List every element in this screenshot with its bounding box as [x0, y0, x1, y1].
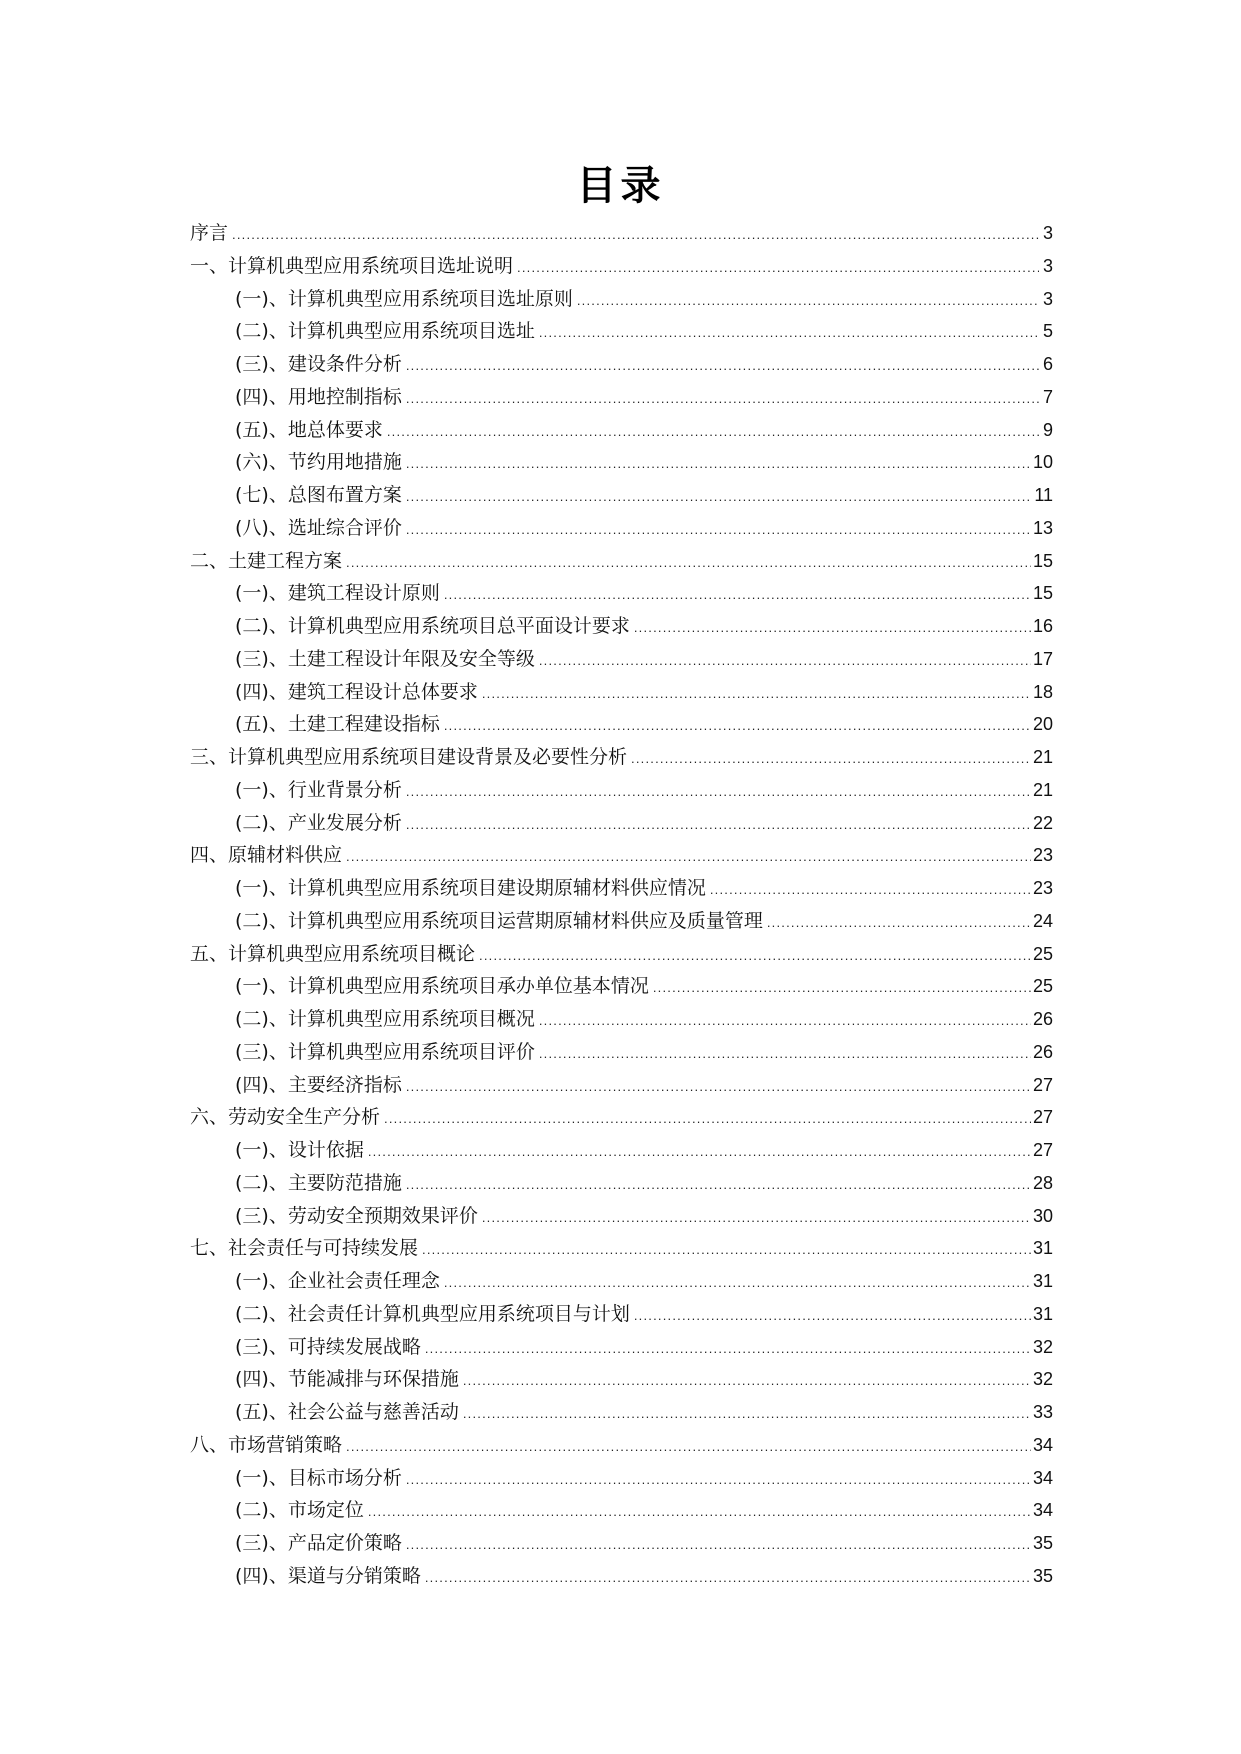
toc-page-number: 20: [1032, 714, 1053, 735]
toc-page-number: 21: [1032, 779, 1053, 800]
toc-dot-leader: [406, 481, 1032, 513]
toc-entry-label: (二)、市场定位: [235, 1499, 364, 1522]
toc-subsection-entry[interactable]: [190, 446, 1053, 479]
toc-dot-leader: [444, 710, 1031, 742]
toc-subsection-entry[interactable]: [190, 610, 1053, 643]
toc-page-number: 23: [1032, 878, 1053, 898]
toc-entry-label: (二)、计算机典型应用系统项目选址: [235, 320, 535, 343]
toc-subsection-entry[interactable]: [190, 1494, 1053, 1527]
toc-section-entry[interactable]: [190, 741, 1053, 774]
toc-subsection-entry[interactable]: [190, 1003, 1053, 1036]
toc-subsection-entry[interactable]: [190, 1363, 1053, 1396]
toc-dot-leader: [368, 1136, 1031, 1168]
toc-subsection-entry[interactable]: [190, 1462, 1053, 1495]
toc-entry-label: (二)、主要防范措施: [235, 1171, 402, 1194]
toc-dot-leader: [482, 678, 1031, 710]
toc-page-number: 27: [1032, 1140, 1053, 1160]
toc-subsection-entry[interactable]: [190, 1265, 1053, 1298]
toc-dot-leader: [444, 579, 1031, 611]
toc-subsection-entry[interactable]: [190, 1298, 1053, 1331]
toc-subsection-entry[interactable]: [190, 1527, 1053, 1560]
toc-entry-label: (六)、节约用地措施: [235, 451, 402, 474]
toc-dot-leader: [767, 907, 1031, 939]
toc-page-number: 13: [1032, 517, 1053, 538]
toc-entry-label: (二)、计算机典型应用系统项目总平面设计要求: [235, 615, 630, 637]
toc-dot-leader: [539, 1038, 1031, 1070]
toc-page-number: 24: [1032, 910, 1053, 931]
toc-page-number: 32: [1032, 1369, 1053, 1390]
toc-dot-leader: [479, 940, 1031, 972]
toc-entry-label: (二)、产业发展分析: [235, 811, 402, 834]
toc-subsection-entry[interactable]: [190, 1200, 1053, 1233]
toc-page-number: 3: [1042, 255, 1053, 276]
toc-subsection-entry[interactable]: [190, 1036, 1053, 1069]
toc-subsection-entry[interactable]: [190, 577, 1053, 610]
toc-entry-label: (二)、社会责任计算机典型应用系统项目与计划: [235, 1302, 630, 1325]
toc-page-number: 7: [1042, 386, 1053, 407]
toc-subsection-entry[interactable]: [190, 479, 1053, 512]
toc-dot-leader: [346, 841, 1031, 873]
toc-entry-label: (一)、目标市场分析: [235, 1466, 402, 1489]
toc-entry-label: 六、劳动安全生产分析: [190, 1106, 381, 1129]
toc-entry-label: 一、计算机典型应用系统项目选址说明: [190, 254, 514, 277]
toc-subsection-entry[interactable]: [190, 676, 1053, 709]
toc-entry-label: (八)、选址综合评价: [235, 516, 402, 539]
toc-dot-leader: [406, 776, 1031, 808]
toc-entry-label: (三)、可持续发展战略: [235, 1335, 421, 1358]
toc-dot-leader: [634, 1300, 1031, 1332]
toc-section-entry[interactable]: [190, 250, 1053, 283]
toc-page-number: 28: [1032, 1172, 1053, 1193]
toc-subsection-entry[interactable]: [190, 1560, 1053, 1593]
toc-page-number: 31: [1032, 1303, 1053, 1324]
toc-page-number: 10: [1032, 452, 1053, 473]
toc-entry-label: (五)、社会公益与慈善活动: [235, 1401, 459, 1423]
toc-section-entry[interactable]: [190, 1232, 1053, 1265]
toc-dot-leader: [384, 1103, 1031, 1135]
toc-dot-leader: [710, 874, 1031, 906]
toc-page-number: 34: [1032, 1467, 1053, 1488]
toc-page-number: 27: [1032, 1107, 1053, 1128]
toc-page-number: 5: [1042, 321, 1053, 342]
toc-page-number: 32: [1032, 1336, 1053, 1357]
toc-subsection-entry[interactable]: [190, 414, 1053, 447]
toc-section-entry[interactable]: [190, 545, 1053, 578]
toc-subsection-entry[interactable]: [190, 1396, 1053, 1429]
toc-subsection-entry[interactable]: [190, 1069, 1053, 1102]
toc-entry-label: (一)、行业背景分析: [235, 778, 402, 801]
toc-entry-label: (四)、渠道与分销策略: [235, 1564, 421, 1587]
toc-entry-label: (四)、主要经济指标: [235, 1073, 402, 1096]
toc-entry-label: (一)、计算机典型应用系统项目承办单位基本情况: [235, 975, 649, 998]
toc-dot-leader: [444, 1267, 1031, 1299]
toc-subsection-entry[interactable]: [190, 512, 1053, 545]
toc-section-entry[interactable]: [190, 839, 1053, 872]
toc-page-number: 11: [1034, 485, 1053, 505]
toc-subsection-entry[interactable]: [190, 643, 1053, 676]
toc-entry-label: (三)、计算机典型应用系统项目评价: [235, 1040, 535, 1063]
toc-subsection-entry[interactable]: [190, 807, 1053, 840]
toc-page-number: 33: [1032, 1402, 1053, 1422]
toc-dot-leader: [539, 317, 1039, 349]
toc-subsection-entry[interactable]: [190, 1167, 1053, 1200]
toc-entry-label: 七、社会责任与可持续发展: [190, 1237, 419, 1260]
toc-entry-label: (二)、计算机典型应用系统项目运营期原辅材料供应及质量管理: [235, 909, 763, 932]
toc-dot-leader: [406, 350, 1039, 382]
toc-subsection-entry[interactable]: [190, 315, 1053, 348]
toc-dot-leader: [387, 416, 1039, 448]
toc-subsection-entry[interactable]: [190, 774, 1053, 807]
toc-page-number: 22: [1032, 812, 1053, 833]
toc-dot-leader: [406, 514, 1031, 546]
toc-subsection-entry[interactable]: [190, 381, 1053, 414]
toc-entry-label: (一)、计算机典型应用系统项目建设期原辅材料供应情况: [235, 877, 706, 899]
toc-dot-leader: [406, 1464, 1031, 1496]
toc-subsection-entry[interactable]: [190, 905, 1053, 938]
toc-page-number: 25: [1032, 976, 1053, 997]
toc-dot-leader: [346, 1431, 1031, 1463]
toc-page-number: 3: [1042, 288, 1053, 309]
toc-page-number: 31: [1032, 1238, 1053, 1259]
toc-page-number: 18: [1032, 681, 1053, 702]
toc-list: [190, 217, 1053, 1593]
toc-subsection-entry[interactable]: [190, 708, 1053, 741]
toc-entry-label: 二、土建工程方案: [190, 549, 343, 572]
toc-dot-leader: [631, 743, 1031, 775]
toc-dot-leader: [406, 383, 1039, 415]
toc-subsection-entry[interactable]: [190, 1134, 1053, 1167]
toc-entry-label: (五)、土建工程建设指标: [235, 713, 440, 736]
toc-page-number: 23: [1032, 845, 1053, 866]
toc-entry-label: (一)、建筑工程设计原则: [235, 582, 440, 605]
toc-page-number: 9: [1042, 419, 1053, 440]
toc-entry-label: (四)、建筑工程设计总体要求: [235, 680, 478, 703]
toc-entry-label: (七)、总图布置方案: [235, 484, 402, 506]
toc-page-number: 21: [1032, 747, 1053, 767]
toc-dot-leader: [539, 1005, 1031, 1037]
toc-entry-label: (三)、产品定价策略: [235, 1532, 402, 1554]
toc-dot-leader: [406, 809, 1031, 841]
toc-entry-label: (四)、用地控制指标: [235, 385, 402, 408]
toc-entry-label: (三)、建设条件分析: [235, 353, 402, 375]
toc-entry-label: 八、市场营销策略: [190, 1433, 343, 1456]
toc-title: 目录: [576, 163, 665, 209]
toc-subsection-entry[interactable]: [190, 348, 1053, 381]
toc-section-entry[interactable]: [190, 217, 1053, 250]
toc-page-number: 3: [1042, 223, 1053, 243]
toc-dot-leader: [425, 1333, 1031, 1365]
toc-entry-label: (一)、企业社会责任理念: [235, 1270, 440, 1292]
toc-page-number: 35: [1032, 1565, 1053, 1586]
toc-entry-label: 五、计算机典型应用系统项目概论: [190, 942, 476, 965]
toc-page-number: 25: [1032, 943, 1053, 964]
toc-page-number: 26: [1032, 1041, 1053, 1062]
toc-subsection-entry[interactable]: [190, 1331, 1053, 1364]
toc-dot-leader: [425, 1562, 1031, 1594]
toc-entry-label: (五)、地总体要求: [235, 418, 383, 441]
toc-page-number: 34: [1032, 1500, 1053, 1521]
toc-page-number: 17: [1032, 648, 1053, 669]
toc-dot-leader: [346, 547, 1031, 579]
toc-entry-label: 四、原辅材料供应: [190, 844, 343, 867]
toc-dot-leader: [406, 1071, 1031, 1103]
toc-entry-label: 序言: [190, 222, 229, 244]
toc-subsection-entry[interactable]: [190, 970, 1053, 1003]
toc-section-entry[interactable]: [190, 1429, 1053, 1462]
toc-dot-leader: [406, 1169, 1031, 1201]
toc-entry-label: (一)、设计依据: [235, 1139, 364, 1161]
toc-entry-label: (四)、节能减排与环保措施: [235, 1368, 459, 1391]
toc-subsection-entry[interactable]: [190, 872, 1053, 905]
toc-dot-leader: [463, 1398, 1031, 1430]
toc-dot-leader: [634, 612, 1031, 644]
toc-section-entry[interactable]: [190, 1101, 1053, 1134]
toc-dot-leader: [406, 448, 1031, 480]
toc-page-number: 35: [1032, 1533, 1053, 1553]
toc-entry-label: (三)、土建工程设计年限及安全等级: [235, 647, 535, 670]
toc-dot-leader: [232, 219, 1039, 251]
toc-entry-label: 三、计算机典型应用系统项目建设背景及必要性分析: [190, 746, 628, 768]
toc-section-entry[interactable]: [190, 938, 1053, 971]
toc-entry-label: (三)、劳动安全预期效果评价: [235, 1204, 478, 1227]
toc-page-number: 15: [1032, 583, 1053, 604]
toc-dot-leader: [517, 252, 1039, 284]
toc-dot-leader: [539, 645, 1031, 677]
toc-page-number: 34: [1032, 1434, 1053, 1455]
toc-page-number: 26: [1032, 1009, 1053, 1029]
toc-page-number: 6: [1042, 354, 1053, 374]
toc-page-number: 16: [1032, 616, 1053, 636]
toc-page-number: 31: [1032, 1271, 1053, 1291]
toc-entry-label: (二)、计算机典型应用系统项目概况: [235, 1008, 535, 1030]
toc-dot-leader: [577, 285, 1039, 317]
toc-subsection-entry[interactable]: [190, 283, 1053, 316]
toc-dot-leader: [482, 1202, 1031, 1234]
toc-dot-leader: [463, 1365, 1031, 1397]
toc-entry-label: (一)、计算机典型应用系统项目选址原则: [235, 287, 573, 310]
toc-dot-leader: [422, 1234, 1031, 1266]
toc-dot-leader: [653, 972, 1031, 1004]
toc-dot-leader: [368, 1496, 1031, 1528]
toc-page-number: 27: [1032, 1074, 1053, 1095]
toc-dot-leader: [406, 1529, 1031, 1561]
toc-page-number: 30: [1032, 1205, 1053, 1226]
toc-page-number: 15: [1032, 550, 1053, 571]
